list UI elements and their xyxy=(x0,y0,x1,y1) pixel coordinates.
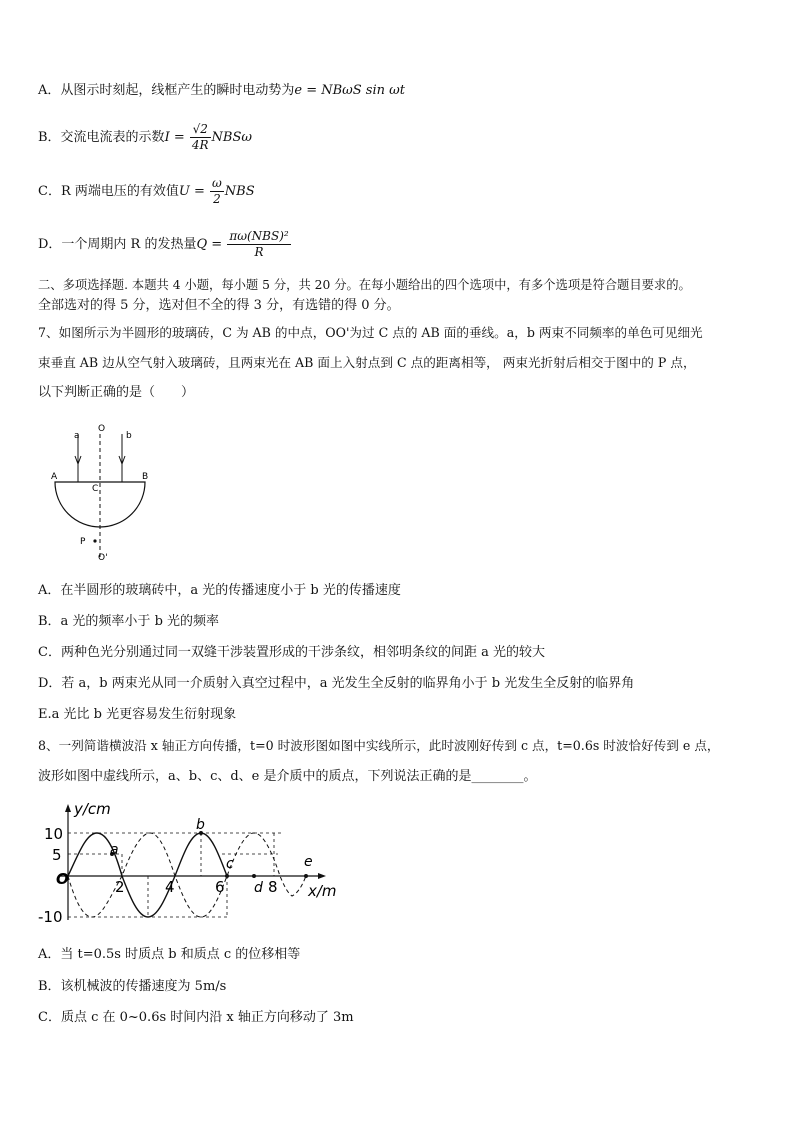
q7-option-d: D．若 a，b 两束光从同一介质射入真空过程中，a 光发生全反射的临界角小于 b 光发生全反射的临界角 xyxy=(38,676,635,691)
q6-option-c-fraction xyxy=(210,176,224,207)
ytick-neg10: -10 xyxy=(38,908,63,926)
q8-option-a: A．当 t=0.5s 时质点 b 和质点 c 的位移相等 xyxy=(38,947,301,962)
q6-option-c-tail: NBS xyxy=(224,184,255,199)
q7-option-c: C．两种色光分别通过同一双缝干涉装置形成的干涉条纹，相邻明条纹的间距 a 光的较大 xyxy=(38,645,545,660)
q8-wave-graph xyxy=(30,796,360,932)
label-point-c: c xyxy=(226,856,234,872)
q8-option-b: B．该机械波的传播速度为 5m/s xyxy=(38,979,227,994)
q6-option-c xyxy=(38,176,255,207)
q6-option-a xyxy=(38,82,405,100)
ytick-5: 5 xyxy=(52,846,62,864)
q6-option-d-den: R xyxy=(254,245,264,259)
point-c xyxy=(225,874,229,878)
label-point-e: e xyxy=(304,854,313,870)
xtick-2: 2 xyxy=(115,878,125,896)
point-e xyxy=(304,874,308,878)
xtick-4: 4 xyxy=(165,878,175,896)
q6-option-c-den: 2 xyxy=(213,192,221,206)
q6-option-d-lhs: Q = xyxy=(196,237,223,252)
q7-option-b: B．a 光的频率小于 b 光的频率 xyxy=(38,614,220,629)
label-o: O xyxy=(98,424,106,434)
q6-option-b-label: B．交流电流表的示数 xyxy=(38,130,165,145)
xtick-6: 6 xyxy=(215,878,225,896)
point-d xyxy=(252,874,256,878)
q7-option-e: E.a 光比 b 光更容易发生衍射现象 xyxy=(38,707,237,722)
q6-option-a-formula: e = NBωS sin ωt xyxy=(294,83,405,98)
q6-option-b-den: 4R xyxy=(191,138,209,152)
q8-option-c: C．质点 c 在 0~0.6s 时间内沿 x 轴正方向移动了 3m xyxy=(38,1010,354,1025)
section2-line1: 二、多项选择题. 本题共 4 小题，每小题 5 分，共 20 分。在每小题给出的四个选项中，有多个选项是符合题目要求的。 xyxy=(38,278,691,292)
section2-line2: 全部选对的得 5 分，选对但不全的得 3 分，有选错的得 0 分。 xyxy=(38,298,400,313)
q7-stem-line1: 7、如图所示为半圆形的玻璃砖，C 为 AB 的中点，OO'为过 C 点的 AB 面的垂线。a，b 两束不同频率的单色可见细光 xyxy=(38,325,703,340)
x-axis-label: x/m xyxy=(308,882,337,900)
q7-figure xyxy=(48,420,168,570)
q8-stem-line2: 波形如图中虚线所示，a、b、c、d、e 是介质中的质点，下列说法正确的是________。 xyxy=(38,769,537,784)
q6-option-b-tail: NBSω xyxy=(211,130,252,145)
x-axis-arrow-icon xyxy=(318,873,326,879)
point-p xyxy=(93,539,96,542)
q6-option-d-fraction xyxy=(227,229,290,260)
q6-option-b-lhs: I = xyxy=(164,130,185,145)
q7-option-a: A．在半圆形的玻璃砖中，a 光的传播速度小于 b 光的传播速度 xyxy=(38,583,401,598)
q6-option-c-num: ω xyxy=(212,176,222,190)
ytick-10: 10 xyxy=(44,825,64,843)
q6-option-b-num: √2 xyxy=(190,122,211,138)
q6-option-d-label: D．一个周期内 R 的发热量 xyxy=(38,237,197,252)
label-point-d: d xyxy=(254,880,263,896)
wave-dashed xyxy=(68,833,306,917)
label-C: C xyxy=(92,484,99,494)
q7-stem-line3: 以下判断正确的是（ ） xyxy=(38,385,195,400)
label-O-prime: O' xyxy=(98,553,108,563)
label-a: a xyxy=(74,431,80,441)
label-P: P xyxy=(80,537,86,547)
q6-option-d xyxy=(38,229,292,260)
q6-option-a-label: A．从图示时刻起，线框产生的瞬时电动势为 xyxy=(38,83,295,98)
label-point-b: b xyxy=(196,817,205,833)
q6-option-b-fraction xyxy=(190,122,211,153)
label-point-a: a xyxy=(110,842,119,858)
label-b: b xyxy=(126,431,132,441)
q6-option-b xyxy=(38,122,252,153)
origin-label: O xyxy=(56,870,69,888)
q6-option-d-num: πω(NBS)² xyxy=(229,229,289,243)
label-A: A xyxy=(51,472,58,482)
q6-option-c-lhs: U = xyxy=(178,184,205,199)
xtick-8: 8 xyxy=(268,878,278,896)
y-axis-arrow-icon xyxy=(65,804,71,812)
wave-solid xyxy=(68,833,227,917)
y-axis-label: y/cm xyxy=(74,800,111,818)
q7-stem-line2: 束垂直 AB 边从空气射入玻璃砖，且两束光在 AB 面上入射点到 C 点的距离相等， 两束光折射后相交于图中的 P 点， xyxy=(38,355,696,370)
q6-option-c-label: C．R 两端电压的有效值 xyxy=(38,184,179,199)
q8-stem-line1: 8、一列简谐横波沿 x 轴正方向传播，t=0 时波形图如图中实线所示，此时波刚好传到 c 点，t=0.6s 时波恰好传到 e 点， xyxy=(38,738,720,753)
label-B: B xyxy=(142,472,149,482)
